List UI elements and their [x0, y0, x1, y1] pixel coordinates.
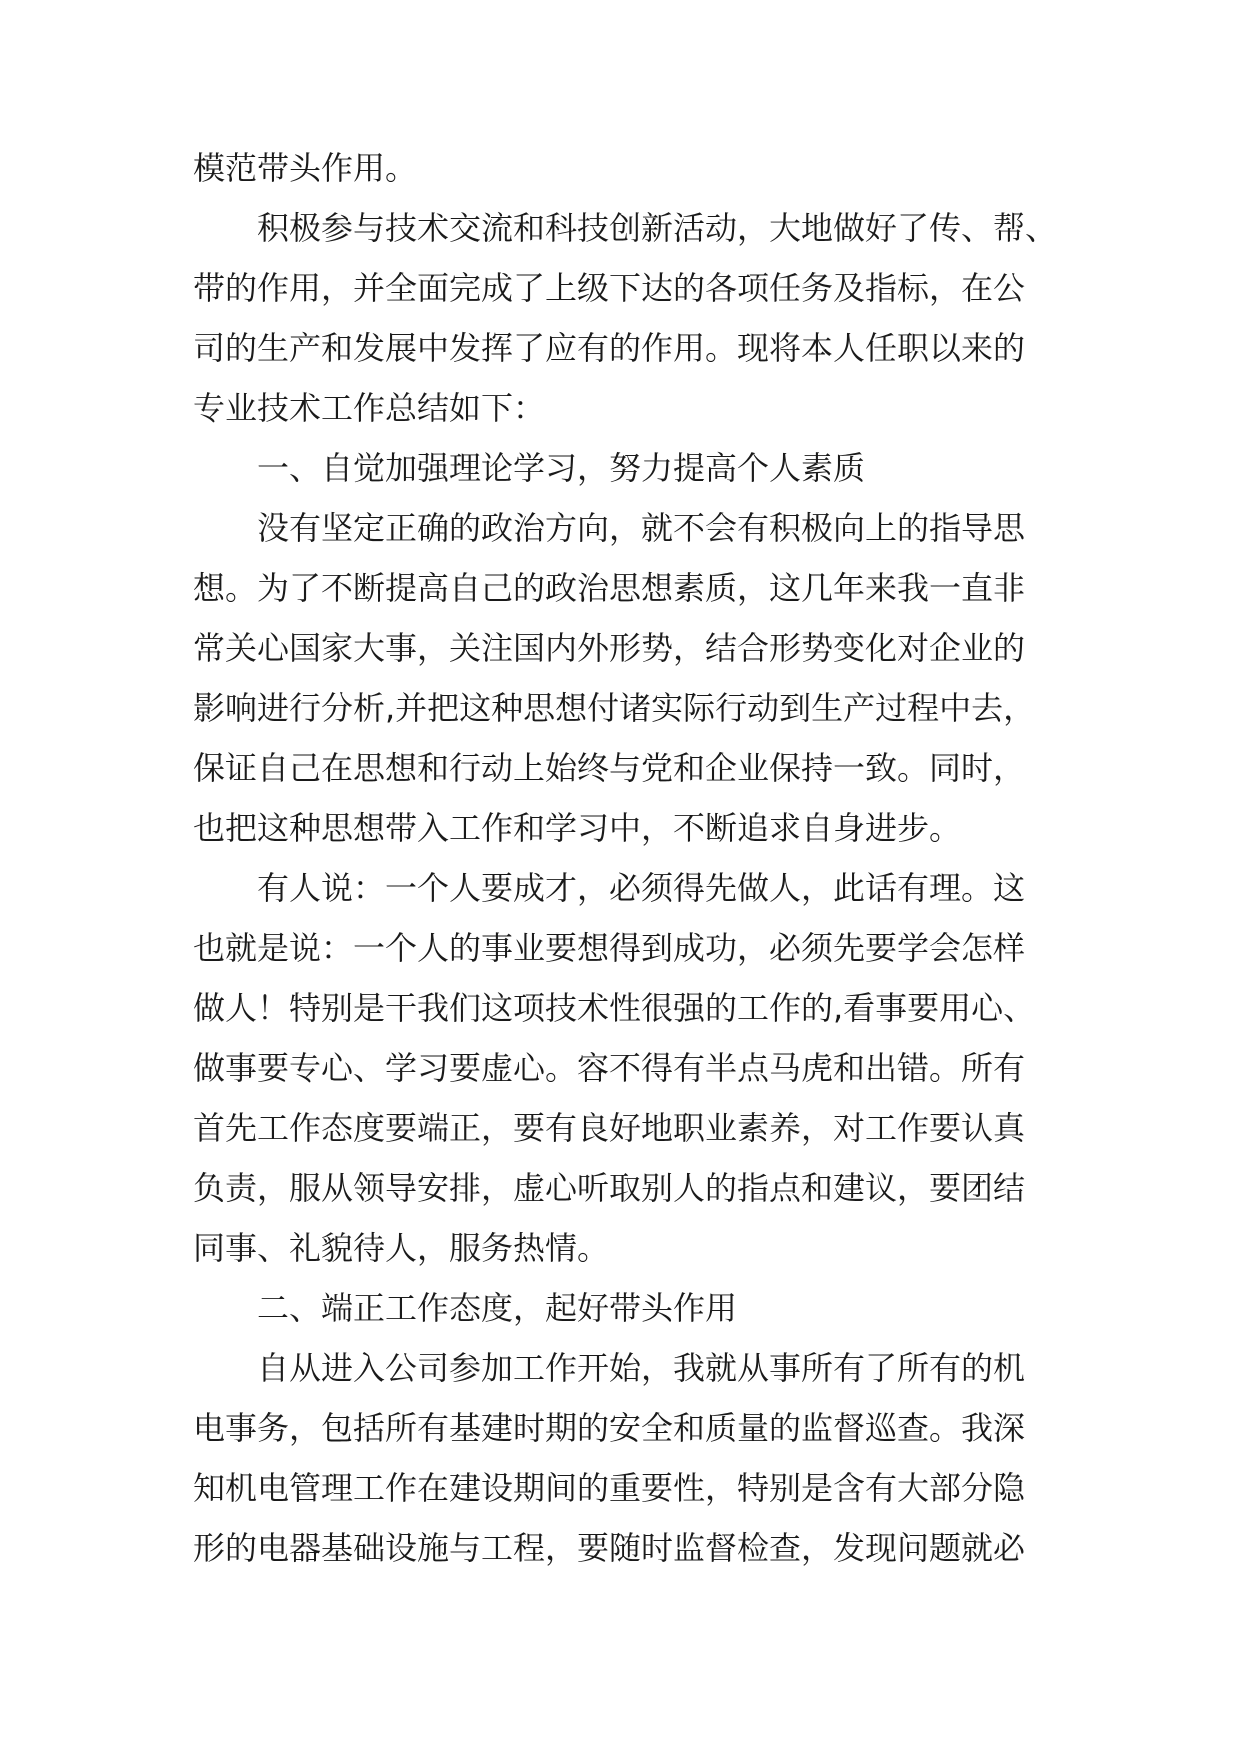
paragraph-start: 积极参与技术交流和科技创新活动，大地做好了传、帮、: [257, 209, 1058, 247]
text-line: 影响进行分析,并把这种思想付诸实际行动到生产过程中去，: [193, 689, 1036, 727]
text-line: 想。为了不断提高自己的政治思想素质，这几年来我一直非: [193, 569, 1026, 607]
paragraph-start: 没有坚定正确的政治方向，就不会有积极向上的指导思: [257, 509, 1026, 547]
text-line: 首先工作态度要端正，要有良好地职业素养，对工作要认真: [193, 1109, 1026, 1147]
text-line: 负责，服从领导安排，虚心听取别人的指点和建议，要团结: [193, 1169, 1026, 1207]
text-line: 保证自己在思想和行动上始终与党和企业保持一致。同时，: [193, 749, 1026, 787]
text-line: 常关心国家大事，关注国内外形势，结合形势变化对企业的: [193, 629, 1026, 667]
section-heading-2: 二、端正工作态度，起好带头作用: [257, 1289, 738, 1327]
paragraph-start: 自从进入公司参加工作开始，我就从事所有了所有的机: [257, 1349, 1026, 1387]
text-line: 同事、礼貌待人，服务热情。: [193, 1229, 610, 1267]
text-line: 司的生产和发展中发挥了应有的作用。现将本人任职以来的: [193, 329, 1026, 367]
text-line: 形的电器基础设施与工程，要随时监督检查，发现问题就必: [193, 1529, 1026, 1567]
text-line: 知机电管理工作在建设期间的重要性，特别是含有大部分隐: [193, 1469, 1026, 1507]
section-heading-1: 一、自觉加强理论学习，努力提高个人素质: [257, 449, 866, 487]
text-line: 做人！特别是干我们这项技术性很强的工作的,看事要用心、: [193, 989, 1036, 1027]
paragraph-start: 有人说：一个人要成才，必须得先做人，此话有理。这: [257, 869, 1026, 907]
text-line: 也就是说：一个人的事业要想得到成功，必须先要学会怎样: [193, 929, 1026, 967]
text-line: 模范带头作用。: [193, 149, 418, 187]
text-line: 也把这种思想带入工作和学习中，不断追求自身进步。: [193, 809, 962, 847]
text-line: 带的作用，并全面完成了上级下达的各项任务及指标，在公: [193, 269, 1026, 307]
text-line: 做事要专心、学习要虚心。容不得有半点马虎和出错。所有: [193, 1049, 1026, 1087]
text-line: 电事务，包括所有基建时期的安全和质量的监督巡查。我深: [193, 1409, 1026, 1447]
text-line: 专业技术工作总结如下：: [193, 389, 546, 427]
